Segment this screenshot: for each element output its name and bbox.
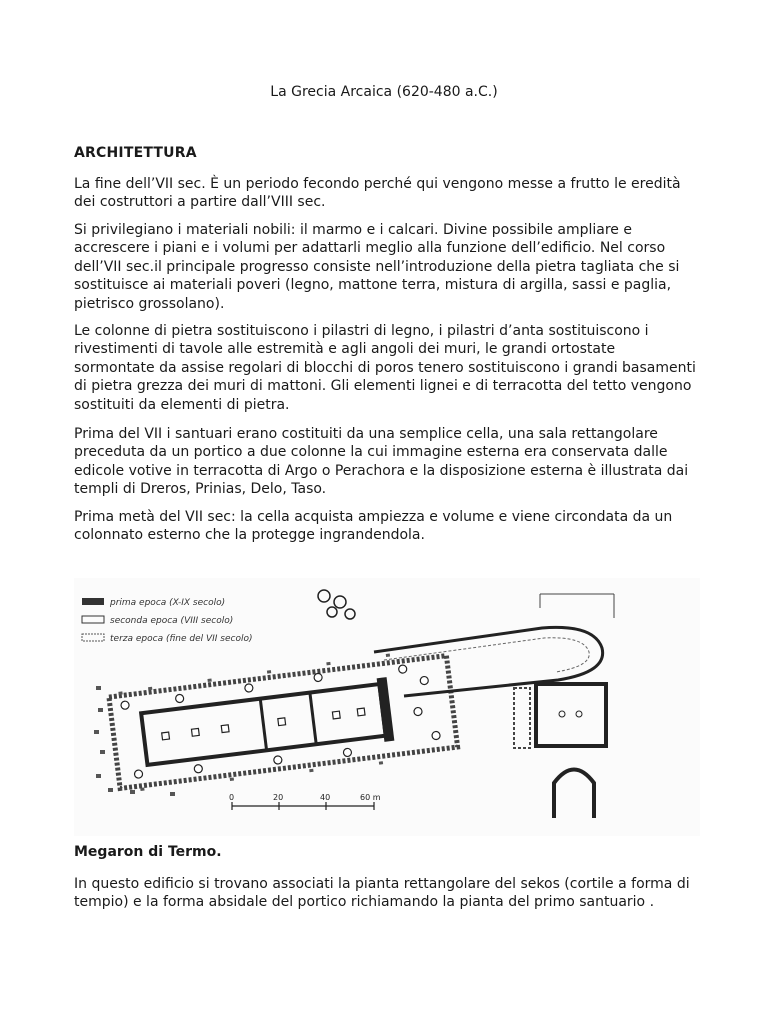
megaron-plan-figure: [74, 578, 700, 836]
paragraph-4: Prima del VII i santuari erano costituiti da una semplice cella, una sala rettangolare preceduta da un portico a due colonne la cui immagine esterna era conservata dalle edicole votive in terracotta di Argo o Perachora e la disposizione esterna è illustrata dai templi di Dreros, Prinias, Delo, Taso.: [74, 426, 689, 498]
scale-label-0: 0: [229, 793, 235, 802]
figure-caption-text: In questo edificio si trovano associati la pianta rettangolare del sekos (cortile a forma di tempio) e la forma absidale del portico richiamando la pianta del primo santuario .: [74, 876, 690, 911]
paragraph-3: Le colonne di pietra sostituiscono i pilastri di legno, i pilastri d’anta sostituiscono i rivestimenti di tavole alle estremità e agli angoli dei muri, le grandi ortostate sormontate da assise regolari di blocchi di poros tenero sostituiscono i grandi basamenti di pietra grezza dei muri di mattoni. Gli elementi lignei e di terracotta del tetto vengono sostituiti da elementi di pietra.: [74, 323, 696, 413]
scale-label-40: 40: [320, 793, 331, 802]
paragraph-5: Prima metà del VII sec: la cella acquista ampiezza e volume e viene circondata da un colonnato esterno che la protegge ingrandendola.: [74, 509, 673, 544]
paragraph-1: La fine dell’VII sec. È un periodo fecondo perché qui vengono messe a frutto le eredità dei costruttori a partire dall’VIII sec.: [74, 176, 681, 211]
figure-caption-heading: Megaron di Termo.: [74, 844, 222, 860]
legend-label-prima: prima epoca (X-IX secolo): [110, 598, 226, 608]
document-title: La Grecia Arcaica (620-480 a.C.): [270, 84, 498, 100]
legend-label-seconda: seconda epoca (VIII secolo): [110, 616, 234, 626]
scale-label-60m: 60 m: [360, 793, 381, 802]
legend-label-terza: terza epoca (fine del VII secolo): [110, 634, 253, 644]
scale-label-20: 20: [273, 793, 284, 802]
legend-swatch-prima: [82, 598, 104, 605]
section-heading: ARCHITETTURA: [74, 145, 197, 161]
paragraph-2: Si privilegiano i materiali nobili: il marmo e i calcari. Divine possibile ampliare e accrescere i piani e i volumi per adattarli meglio alla funzione dell’edificio. Nel corso dell’VII sec.il principale progresso consiste nell’introduzione della pietra tagliata che si sostituisce ai materiali poveri (legno, mattone terra, mistura di argilla, sassi e paglia, pietrisco grossolano).: [74, 222, 680, 312]
megaron-plan-drawing: [74, 578, 700, 836]
